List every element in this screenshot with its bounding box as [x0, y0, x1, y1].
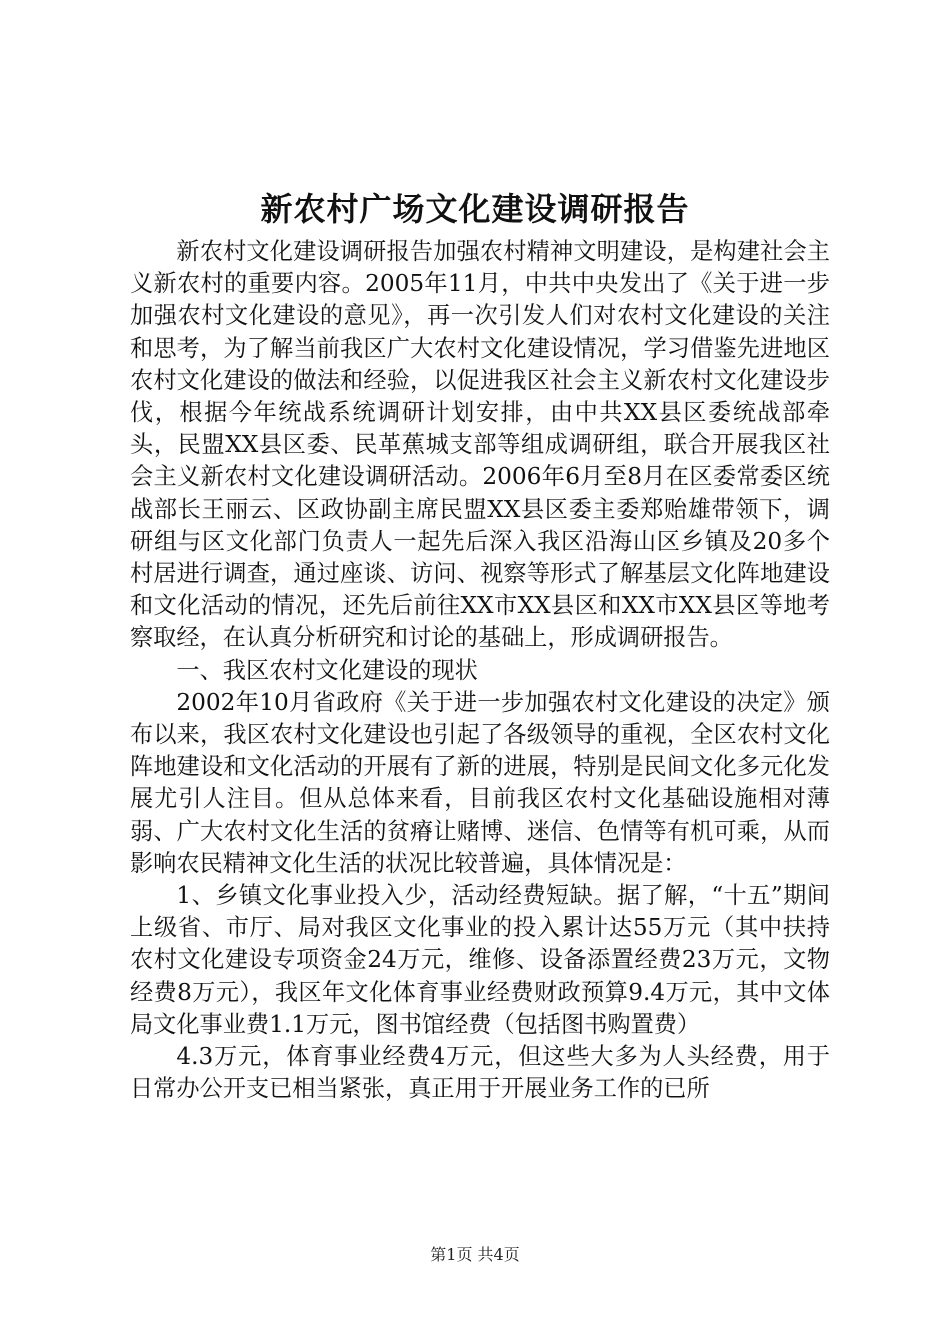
- paragraph-continuation: 4.3万元，体育事业经费4万元，但这些大多为人头经费，用于日常办公开支已相当紧张，真正用于开展业务工作的已所: [130, 1043, 830, 1103]
- paragraph-status: 2002年10月省政府《关于进一步加强农村文化建设的决定》颁布以来，我区农村文化建设也引起了各级领导的重视，全区农村文化阵地建设和文化活动的开展有了新的进展，特别是民间文化多元化发展尤引人注目。但从总体来看，目前我区农村文化基础设施相对薄弱、广大农村文化生活的贫瘠让赌博、迷信、色情等有机可乘，从而影响农民精神文化生活的状况比较普遍，具体情况是：: [130, 688, 830, 877]
- document-title: 新农村广场文化建设调研报告: [260, 190, 690, 228]
- page-footer: 第1页 共4页: [430, 1245, 520, 1264]
- paragraph-intro: 新农村文化建设调研报告加强农村精神文明建设，是构建社会主义新农村的重要内容。2005年11月，中共中央发出了《关于进一步加强农村文化建设的意见》，再一次引发人们对农村文化建设的关注和思考，为了解当前我区广大农村文化建设情况，学习借鉴先进地区农村文化建设的做法和经验，以促进我区社会主义新农村文化建设步伐，根据今年统战系统调研计划安排，由中共XX县区委统战部牵头，民盟XX县区委、民革蕉城支部等组成调研组，联合开展我区社会主义新农村文化建设调研活动。2006年6月至8月在区委常委区统战部长王丽云、区政协副主席民盟XX县区委主委郑贻雄带领下，调研组与区文化部门负责人一起先后深入我区沿海山区乡镇及20多个村居进行调查，通过座谈、访问、视察等形式了解基层文化阵地建设和文化活动的情况，还先后前往XX市XX县区和XX市XX县区等地考察取经，在认真分析研究和讨论的基础上，形成调研报告。: [130, 238, 830, 652]
- section-heading: 一、我区农村文化建设的现状: [176, 656, 478, 684]
- paragraph-item-1: 1、乡镇文化事业投入少，活动经费短缺。据了解，“十五”期间上级省、市厅、局对我区文化事业的投入累计达55万元（其中扶持农村文化建设专项资金24万元，维修、设备添置经费23万元，文物经费8万元），我区年文化体育事业经费财政预算9.4万元，其中文体局文化事业费1.1万元，图书馆经费（包括图书购置费）: [130, 882, 830, 1038]
- document-body: [130, 236, 830, 1105]
